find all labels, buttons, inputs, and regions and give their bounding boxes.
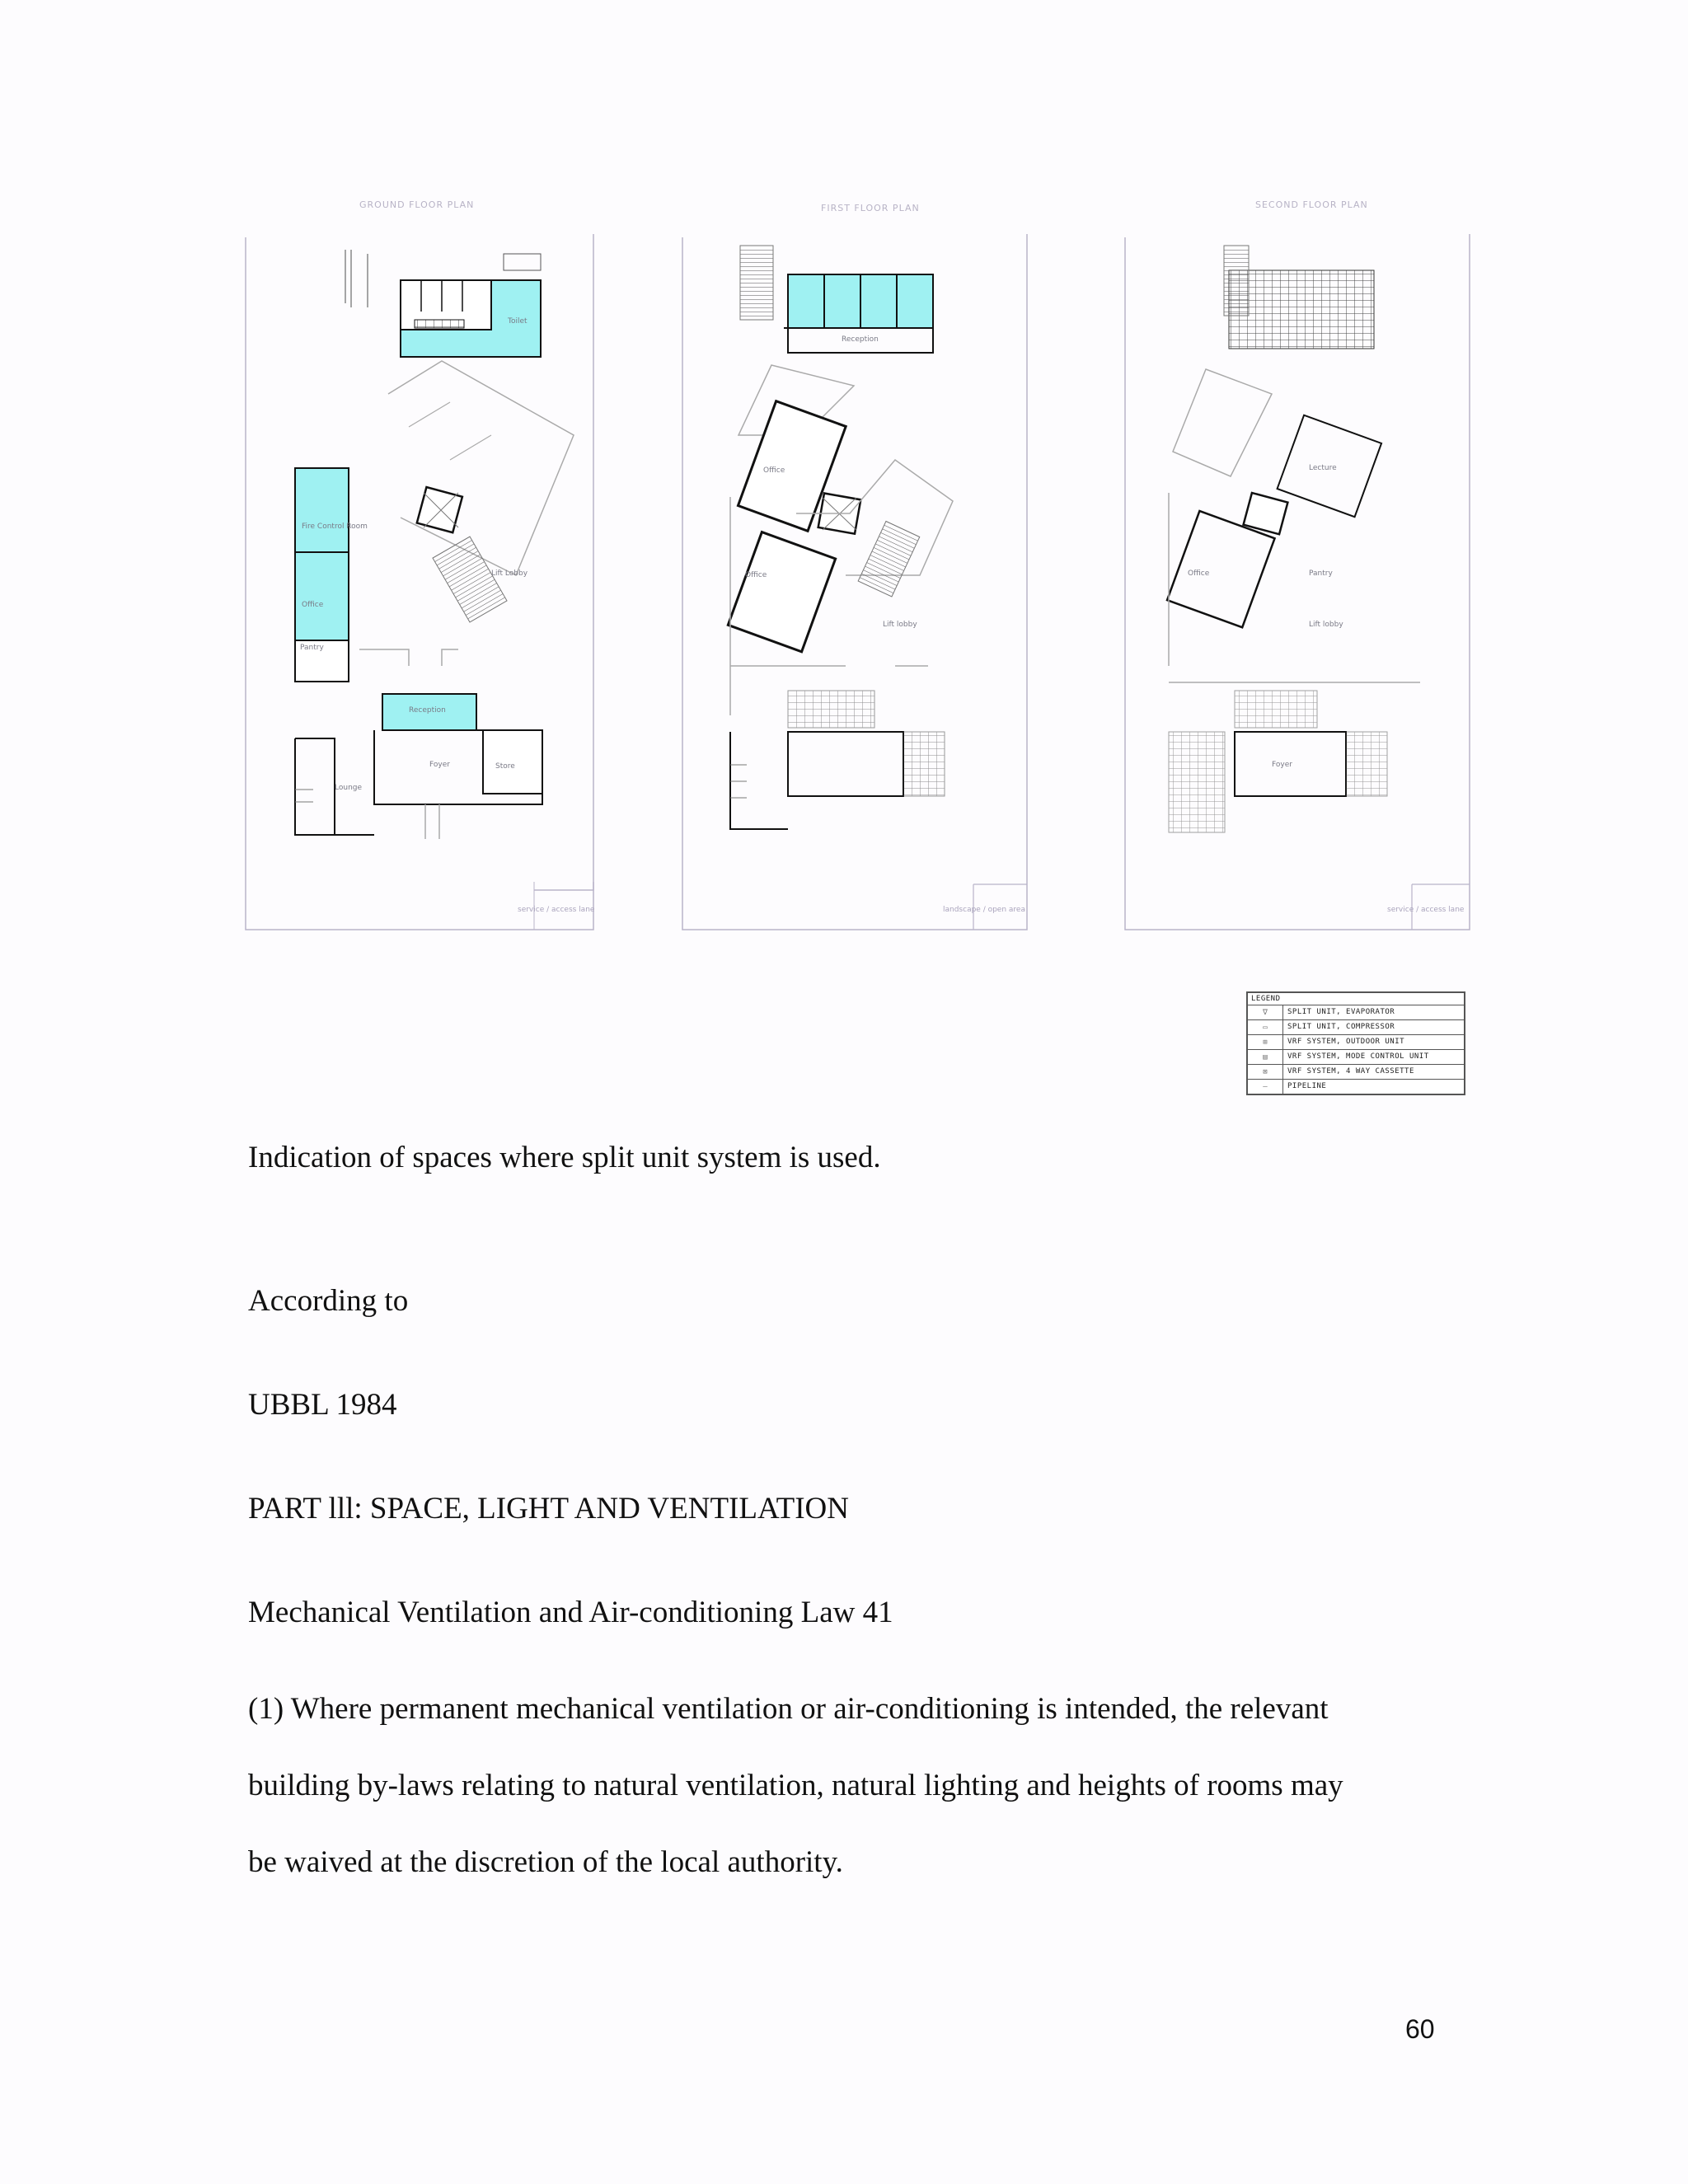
legend-row	[1248, 1035, 1464, 1050]
room-label-lift-lobby-second: Lift lobby	[1309, 621, 1343, 629]
room-label-pantry: Pantry	[300, 644, 324, 652]
room-label-reception-ground: Reception	[409, 706, 446, 715]
vrf-outdoor-unit-icon: ⊞	[1248, 1035, 1283, 1049]
legend-label: PIPELINE	[1287, 1082, 1327, 1090]
split-unit-evaporator-icon: ᐁ	[1248, 1005, 1283, 1019]
plan-title-ground: GROUND FLOOR PLAN	[359, 199, 475, 210]
legend-row	[1248, 1080, 1464, 1094]
room-label-office-second: Office	[1188, 569, 1210, 578]
ground-floor-plan	[246, 199, 595, 930]
second-floor-plan	[1125, 199, 1470, 930]
floor-plans-drawing	[244, 188, 1533, 935]
section-heading-part-3: PART lll: SPACE, LIGHT AND VENTILATION	[248, 1492, 849, 1526]
room-label-toilet: Toilet	[508, 317, 528, 326]
room-label-lift-lobby: Lift Lobby	[491, 569, 528, 578]
legend-label: VRF SYSTEM, MODE CONTROL UNIT	[1287, 1052, 1429, 1061]
room-label-lift-lobby-first: Lift lobby	[883, 621, 917, 629]
vrf-4-way-cassette-icon: ⊠	[1248, 1065, 1283, 1079]
split-unit-compressor-icon: ▭	[1248, 1020, 1283, 1034]
paragraph-line: be waived at the discretion of the local authority.	[248, 1845, 843, 1879]
body-line-ubbl: UBBL 1984	[248, 1388, 397, 1422]
room-label-lecture: Lecture	[1309, 464, 1337, 472]
room-label-office-first-1: Office	[763, 466, 785, 475]
room-label-pantry-second: Pantry	[1309, 569, 1333, 578]
room-label-reception-first: Reception	[842, 335, 879, 344]
room-label-foyer-ground: Foyer	[429, 761, 450, 769]
law-paragraph	[248, 1692, 1451, 1922]
legend-row	[1248, 1020, 1464, 1035]
body-line-according-to: According to	[248, 1284, 409, 1318]
legend-label: VRF SYSTEM, OUTDOOR UNIT	[1287, 1038, 1405, 1046]
plan-title-second: SECOND FLOOR PLAN	[1255, 199, 1368, 210]
plan-title-first: FIRST FLOOR PLAN	[821, 203, 920, 213]
room-label-store: Store	[495, 762, 515, 771]
paragraph-line: building by-laws relating to natural ventilation, natural lighting and heights of rooms may	[248, 1769, 1343, 1802]
site-label-first: landscape / open area	[943, 906, 1025, 914]
legend-table	[1246, 991, 1465, 1095]
figure-caption: Indication of spaces where split unit system is used.	[248, 1141, 881, 1174]
room-label-foyer-second: Foyer	[1272, 761, 1292, 769]
paragraph-line: (1) Where permanent mechanical ventilation or air-conditioning is intended, the relevant	[248, 1692, 1329, 1726]
legend-title: LEGEND	[1248, 993, 1464, 1005]
room-label-office-first-2: Office	[745, 571, 767, 579]
vrf-mode-control-unit-icon: ▤	[1248, 1050, 1283, 1064]
floor-plans-figure	[244, 188, 1533, 935]
site-label-second: service / access lane	[1387, 906, 1465, 914]
legend-row	[1248, 1065, 1464, 1080]
law-heading: Mechanical Ventilation and Air-conditioning Law 41	[248, 1596, 893, 1629]
legend-row	[1248, 1005, 1464, 1020]
room-label-lounge: Lounge	[335, 784, 363, 792]
first-floor-plan	[682, 203, 1027, 930]
page-number: 60	[1405, 2014, 1435, 2044]
legend-label: SPLIT UNIT, EVAPORATOR	[1287, 1008, 1395, 1016]
legend-label: VRF SYSTEM, 4 WAY CASSETTE	[1287, 1067, 1414, 1076]
legend-row	[1248, 1050, 1464, 1065]
pipeline-icon: —	[1248, 1080, 1283, 1094]
room-label-office-ground: Office	[302, 601, 324, 609]
legend-label: SPLIT UNIT, COMPRESSOR	[1287, 1023, 1395, 1031]
site-label-ground: service / access lane	[518, 906, 595, 914]
room-label-fire-control: Fire Control Room	[302, 523, 368, 531]
